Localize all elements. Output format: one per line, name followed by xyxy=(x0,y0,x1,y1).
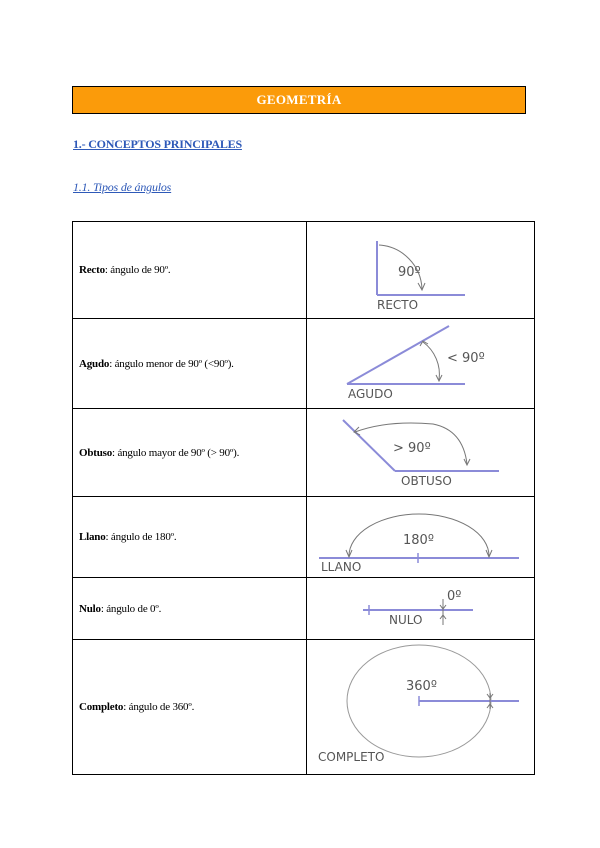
straight-angle-diagram xyxy=(307,498,534,577)
table-row xyxy=(73,640,535,775)
subsection-heading[interactable]: 1.1. Tipos de ángulos xyxy=(73,180,172,194)
angle-name: Obtuso xyxy=(79,446,113,459)
angle-value-label: 180º xyxy=(403,532,434,548)
angle-description-agudo xyxy=(73,319,307,409)
angle-name: Completo xyxy=(79,701,124,713)
angle-name: Agudo xyxy=(79,357,110,370)
obtuse-angle-diagram xyxy=(307,410,534,496)
section-heading[interactable]: 1.- CONCEPTOS PRINCIPALES xyxy=(73,137,242,151)
angle-value-label: < 90º xyxy=(447,350,485,366)
angle-text: : ángulo mayor de 90º (> 90º). xyxy=(112,446,240,459)
table-row xyxy=(73,578,535,640)
angle-figure-recto xyxy=(307,222,535,319)
angle-text: : ángulo de 360º. xyxy=(123,701,195,713)
acute-angle-slanted-ray xyxy=(347,326,449,384)
angle-figure-label: COMPLETO xyxy=(318,749,385,764)
angle-figure-obtuso xyxy=(307,409,535,497)
angle-figure-label: OBTUSO xyxy=(401,473,452,488)
table-row xyxy=(73,409,535,497)
table-row xyxy=(73,497,535,578)
angle-description-obtuso xyxy=(73,409,307,497)
angle-name: Recto xyxy=(79,264,105,276)
angle-figure-label: NULO xyxy=(389,612,423,627)
acute-angle-diagram xyxy=(307,320,534,408)
table-row xyxy=(73,222,535,319)
angle-name: Llano xyxy=(79,531,106,543)
right-angle-diagram xyxy=(307,223,534,318)
table-row xyxy=(73,319,535,409)
angle-description-nulo xyxy=(73,578,307,640)
angle-figure-llano xyxy=(307,497,535,578)
angle-text: : ángulo de 90º. xyxy=(104,264,171,276)
angle-description-recto xyxy=(73,222,307,319)
angle-value-label: 0º xyxy=(447,588,462,604)
null-angle-diagram xyxy=(307,579,534,639)
angle-figure-agudo xyxy=(307,319,535,409)
angle-figure-label: LLANO xyxy=(321,559,362,574)
title-banner xyxy=(72,86,526,114)
page-title: GEOMETRÍA xyxy=(256,92,342,107)
angle-types-table xyxy=(72,221,535,775)
angle-text: : ángulo de 180º. xyxy=(105,531,177,543)
angle-description-llano xyxy=(73,497,307,578)
acute-angle-arc xyxy=(423,342,439,380)
angle-figure-nulo xyxy=(307,578,535,640)
full-angle-diagram xyxy=(307,641,534,774)
angle-text: : ángulo menor de 90º (<90º). xyxy=(109,357,234,370)
angle-text: : ángulo de 0º. xyxy=(100,602,162,615)
angle-figure-completo xyxy=(307,640,535,775)
angle-value-label: 360º xyxy=(406,678,437,694)
angle-description-completo xyxy=(73,640,307,775)
angle-name: Nulo xyxy=(79,602,101,615)
angle-value-label: 90º xyxy=(398,264,421,280)
angle-figure-label: AGUDO xyxy=(348,386,393,401)
angle-figure-label: RECTO xyxy=(377,297,419,312)
angle-value-label: > 90º xyxy=(393,440,431,456)
